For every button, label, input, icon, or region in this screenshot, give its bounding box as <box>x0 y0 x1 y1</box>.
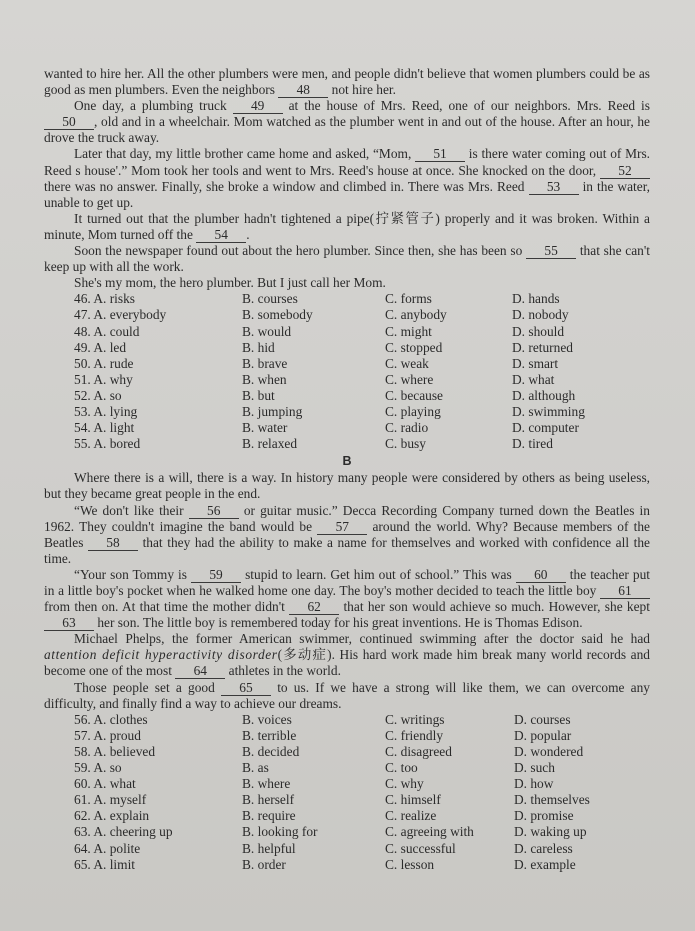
option: 47. A. everybody <box>74 307 167 323</box>
option: C. stopped <box>385 339 443 355</box>
options-a <box>74 291 650 452</box>
text-run: from then on. At that time the mother didn't <box>44 599 285 615</box>
option: B. decided <box>242 743 300 759</box>
option: D. careless <box>514 840 573 856</box>
option: B. terrible <box>242 727 297 743</box>
option: D. waking up <box>514 824 587 840</box>
blank-62: 62 <box>289 600 339 615</box>
option: 52. A. so <box>74 387 122 403</box>
blank-61: 61 <box>600 584 650 599</box>
option: C. lesson <box>385 856 435 872</box>
text-run: Michael Phelps, the former American swimmer, continued swimming after the doctor said he had <box>74 631 650 647</box>
option: D. swimming <box>512 403 585 419</box>
text-run: athletes in the world. <box>225 663 341 679</box>
text-run: at the house of Mrs. Reed, one of our neighbors. Mrs. Reed is <box>282 98 650 114</box>
option: C. successful <box>385 840 456 856</box>
text-run: the teacher put in a little boy's pocket when he walked home one day. The boy's mother decided to teach the little boy <box>44 566 650 598</box>
text-run: is there water coming out of Mrs. Reed s house'.” Mom took her tools and went to Mrs. Reed's house at once. She knocked on the door, <box>44 146 651 178</box>
blank-64: 64 <box>175 664 225 679</box>
option: C. disagreed <box>385 743 452 759</box>
option: C. because <box>385 387 444 403</box>
option: B. but <box>242 387 275 403</box>
option: D. although <box>512 387 576 403</box>
option: D. returned <box>512 339 573 355</box>
section-b-heading: B <box>342 454 352 469</box>
text-run: her son. The little boy is remembered today for his great inventions. He is Thomas Edison. <box>94 615 583 631</box>
option: C. agreeing with <box>385 824 474 840</box>
option-row-52 <box>74 388 650 404</box>
text-run: It turned out that the plumber hadn't tightened a pipe(拧紧管子) properly and it was broken. Within a minute, Mom turned off the <box>44 210 650 242</box>
text-run: One day, a plumbing truck <box>74 98 227 114</box>
option: C. too <box>385 760 418 776</box>
blank-48: 48 <box>278 83 328 98</box>
option: D. computer <box>512 420 579 436</box>
option-row-62 <box>74 808 650 824</box>
option-row-58 <box>74 744 650 760</box>
text-run: , old and in a wheelchair. Mom watched as the plumber went in and out of the house. After an hour, he drove the truck away. <box>44 114 650 146</box>
blank-65: 65 <box>221 681 271 696</box>
option: C. playing <box>385 403 441 419</box>
option: 53. A. lying <box>74 403 138 419</box>
option-row-47 <box>74 307 650 323</box>
text-run: “Your son Tommy is <box>74 566 187 582</box>
option: B. helpful <box>242 840 296 856</box>
text-run: (多动症). His hard work made him break many world records and become one of the most <box>44 647 650 679</box>
option: D. should <box>512 323 565 339</box>
text-run: stupid to learn. Get him out of school.” This was <box>241 566 512 582</box>
option: C. weak <box>385 355 429 371</box>
option: B. would <box>242 323 292 339</box>
option-row-51 <box>74 372 650 388</box>
text-run: “We don't like their <box>74 502 184 518</box>
blank-53: 53 <box>529 180 579 195</box>
option: B. somebody <box>242 307 313 323</box>
option: B. looking for <box>242 824 318 840</box>
blank-59: 59 <box>191 568 241 583</box>
option: B. where <box>242 776 291 792</box>
option: C. writings <box>385 711 445 727</box>
option: D. promise <box>514 808 574 824</box>
passage-a-paragraph-6: She's my mom, the hero plumber. But I just call her Mom. <box>74 275 386 291</box>
option: B. when <box>242 371 287 387</box>
text-run: Later that day, my little brother came home and asked, “Mom, <box>74 146 412 162</box>
passage-b-paragraph-5 <box>44 680 650 712</box>
blank-55: 55 <box>526 244 576 259</box>
option-row-57 <box>74 728 650 744</box>
option: D. themselves <box>514 792 590 808</box>
blank-57: 57 <box>317 520 367 535</box>
option: D. wondered <box>514 743 584 759</box>
option: D. courses <box>514 711 571 727</box>
option-row-59 <box>74 760 650 776</box>
text-run: to us. If we have a strong will like them, we can overcome any difficulty, and finally find a way to achieve our dreams. <box>44 679 650 711</box>
option-row-46 <box>74 291 650 307</box>
option: B. relaxed <box>242 436 298 452</box>
option: B. voices <box>242 711 292 727</box>
blank-51: 51 <box>415 147 465 162</box>
option: D. what <box>512 371 555 387</box>
blank-58: 58 <box>88 536 138 551</box>
blank-56: 56 <box>189 504 239 519</box>
passage-b-paragraph-2 <box>44 503 650 567</box>
option: C. anybody <box>385 307 447 323</box>
option: B. courses <box>242 291 298 307</box>
text-run: wanted to hire her. All the other plumbers were men, and people didn't believe that women plumbers could be as good as men plumbers. Even the neighbors <box>44 66 650 98</box>
italic-term: attention deficit hyperactivity disorder <box>44 647 278 663</box>
option-row-60 <box>74 776 650 792</box>
blank-50: 50 <box>44 115 94 130</box>
option: 46. A. risks <box>74 291 136 307</box>
text-run: that she can't keep up with all the work. <box>44 243 650 275</box>
option: D. popular <box>514 727 572 743</box>
option: 59. A. so <box>74 760 122 776</box>
blank-54: 54 <box>196 228 246 243</box>
option-row-65 <box>74 857 650 873</box>
option-row-56 <box>74 712 650 728</box>
option-row-50 <box>74 356 650 372</box>
option: B. as <box>242 760 269 776</box>
option: C. friendly <box>385 727 444 743</box>
option: 54. A. light <box>74 420 135 436</box>
option-row-61 <box>74 792 650 808</box>
option: B. order <box>242 856 286 872</box>
option: B. jumping <box>242 403 303 419</box>
option: 50. A. rude <box>74 355 134 371</box>
option: 65. A. limit <box>74 856 136 872</box>
option: 48. A. could <box>74 323 140 339</box>
option: C. radio <box>385 420 429 436</box>
option-row-64 <box>74 841 650 857</box>
passage-a-paragraph-3 <box>44 146 650 210</box>
passage-b-paragraph-4 <box>44 631 650 679</box>
blank-60: 60 <box>516 568 566 583</box>
option-row-55 <box>74 436 650 452</box>
option: 60. A. what <box>74 776 136 792</box>
option: C. where <box>385 371 434 387</box>
text-run: there was no answer. Finally, she broke a window and climbed in. There was Mrs. Reed <box>44 178 525 194</box>
option: C. forms <box>385 291 432 307</box>
option-row-63 <box>74 824 650 840</box>
option: B. brave <box>242 355 288 371</box>
text-run: . <box>246 226 250 242</box>
option: 56. A. clothes <box>74 711 148 727</box>
passage-a-paragraph-4 <box>44 211 650 243</box>
option: C. busy <box>385 436 426 452</box>
option: B. require <box>242 808 296 824</box>
option: 49. A. led <box>74 339 127 355</box>
blank-52: 52 <box>600 164 650 179</box>
text-run: Those people set a good <box>74 679 215 695</box>
text-run: or guitar music.” Decca Recording Company turned down the Beatles in 1962. They couldn't imagine the band would be <box>44 502 650 534</box>
passage-b-paragraph-3 <box>44 567 650 631</box>
option: 58. A. believed <box>74 743 156 759</box>
options-b <box>74 712 650 873</box>
option: C. why <box>385 776 424 792</box>
option: C. himself <box>385 792 441 808</box>
passage-a-paragraph-2 <box>44 98 650 146</box>
option-row-48 <box>74 324 650 340</box>
passage-a-paragraph-5 <box>44 243 650 275</box>
option: B. hid <box>242 339 275 355</box>
option: 62. A. explain <box>74 808 150 824</box>
option-row-54 <box>74 420 650 436</box>
option: D. hands <box>512 291 560 307</box>
passage-b-paragraph-1: Where there is a will, there is a way. In history many people were considered by others as being useless, but they became great people in the end. <box>44 470 650 502</box>
option: 57. A. proud <box>74 727 141 743</box>
option-row-49 <box>74 340 650 356</box>
option-row-53 <box>74 404 650 420</box>
option: D. smart <box>512 355 559 371</box>
option: D. nobody <box>512 307 569 323</box>
text-run: that they had the ability to make a name for themselves and worked with confidence all the time. <box>44 534 650 566</box>
option: D. tired <box>512 436 553 452</box>
option: C. realize <box>385 808 437 824</box>
option: 61. A. myself <box>74 792 147 808</box>
blank-49: 49 <box>233 99 283 114</box>
option: D. such <box>514 760 555 776</box>
blank-63: 63 <box>44 616 94 631</box>
option: 64. A. polite <box>74 840 141 856</box>
option: D. how <box>514 776 554 792</box>
option: B. water <box>242 420 288 436</box>
passage-a-paragraph-1 <box>44 66 650 98</box>
text-run: that her son would achieve so much. However, she kept <box>339 599 650 615</box>
text-run: Soon the newspaper found out about the hero plumber. Since then, she has been so <box>74 243 523 259</box>
cloze-text <box>44 66 650 873</box>
option: B. herself <box>242 792 295 808</box>
text-run: around the world. Why? Because members of the Beatles <box>44 518 650 550</box>
text-run: not hire her. <box>328 82 396 98</box>
option: 51. A. why <box>74 371 133 387</box>
option: 55. A. bored <box>74 436 141 452</box>
option: C. might <box>385 323 432 339</box>
option: D. example <box>514 856 576 872</box>
option: 63. A. cheering up <box>74 824 173 840</box>
text-run: in the water, unable to get up. <box>44 178 650 210</box>
